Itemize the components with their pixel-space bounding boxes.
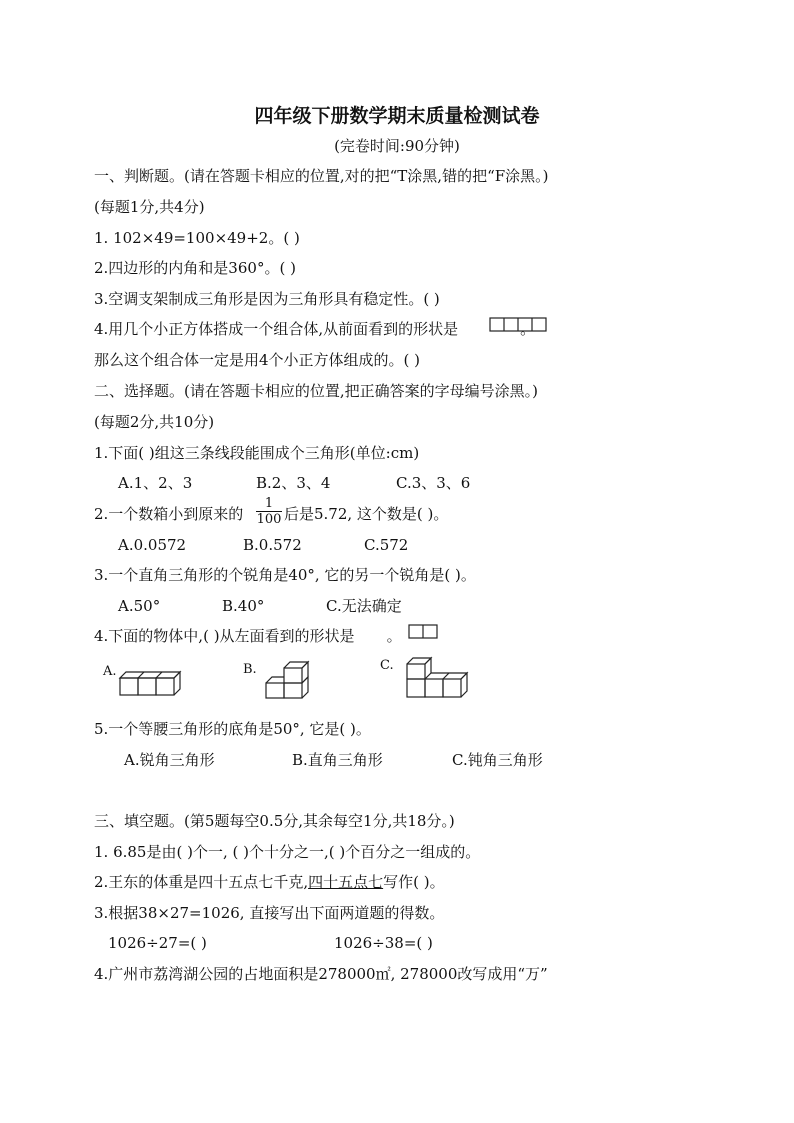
section1-q2: 2.四边形的内角和是360°。( ) <box>94 259 296 277</box>
section3-q2 <box>94 872 445 892</box>
section2-q5-option-a: A.锐角三角形 <box>124 751 215 769</box>
cube-row-three-icon <box>119 670 179 698</box>
section1-q4-line2: 那么这个组合体一定是用4个小正方体组成的。( ) <box>94 351 421 369</box>
section2-q1-option-a: A.1、2、3 <box>118 474 193 492</box>
section1-points: (每题1分,共4分) <box>94 198 205 216</box>
section2-points: (每题2分,共10分) <box>94 413 215 431</box>
fraction-denominator: 100 <box>256 512 282 527</box>
section2-q4-option-b: B. <box>243 662 257 677</box>
section2-q5: 5.一个等腰三角形的底角是50°, 它是( )。 <box>94 720 371 738</box>
section2-q2-after: 后是5.72, 这个数是( )。 <box>284 505 449 523</box>
section2-q4-option-c: C. <box>380 658 394 673</box>
section1-q4-text: 4.用几个小正方体搭成一个组合体,从前面看到的形状是 <box>94 320 459 338</box>
section3-heading: 三、填空题。(第5题每空0.5分,其余每空1分,共18分。) <box>94 812 455 830</box>
section2-q3-option-a: A.50° <box>118 597 161 615</box>
section3-q3-b: 1026÷38=( ) <box>334 934 433 952</box>
section2-q1: 1.下面( )组这三条线段能围成个三角形(单位:cm) <box>94 444 420 462</box>
four-squares-front-view-icon <box>489 317 551 333</box>
section1-heading: 一、判断题。(请在答题卡相应的位置,对的把“T涂黑,错的把“F涂黑。) <box>94 167 549 185</box>
section2-q4 <box>94 626 402 646</box>
section1-q3: 3.空调支架制成三角形是因为三角形具有稳定性。( ) <box>94 290 440 308</box>
section3-q1: 1. 6.85是由( )个一, ( )个十分之一,( )个百分之一组成的。 <box>94 843 481 861</box>
two-squares-left-view-icon <box>408 624 440 640</box>
section3-q2-before: 2.王东的体重是四十五点七千克, <box>94 873 309 891</box>
page-title: 四年级下册数学期末质量检测试卷 <box>254 105 540 127</box>
fraction-one-hundredth <box>256 496 282 527</box>
section2-q2-option-c: C.572 <box>364 536 409 554</box>
section2-q3-option-b: B.40° <box>222 597 265 615</box>
cube-stack-tower-icon <box>405 656 465 702</box>
fraction-numerator: 1 <box>256 496 282 512</box>
cube-stack-l-shape-icon <box>264 660 314 700</box>
section1-q4-line1 <box>94 319 535 339</box>
section2-q1-option-b: B.2、3、4 <box>256 474 331 492</box>
section3-q4: 4.广州市荔湾湖公园的占地面积是278000㎡, 278000改写成用“万” <box>94 965 548 983</box>
section3-q2-after: 写作( )。 <box>383 873 445 891</box>
section2-q4-option-a: A. <box>103 664 117 679</box>
section1-q4-period: 。 <box>520 320 536 338</box>
section3-q3-a: 1026÷27=( ) <box>108 934 207 952</box>
section2-q2-before: 2.一个数箱小到原来的 <box>94 505 244 523</box>
section1-q1: 1. 102×49=100×49+2。( ) <box>94 229 300 247</box>
section3-q2-underlined: 四十五点七 <box>308 873 384 891</box>
section2-q4-period: 。 <box>386 627 402 645</box>
section2-heading: 二、选择题。(请在答题卡相应的位置,把正确答案的字母编号涂黑。) <box>94 382 538 400</box>
section2-q3-option-c: C.无法确定 <box>326 597 402 615</box>
section3-q3: 3.根据38×27=1026, 直接写出下面两道题的得数。 <box>94 904 445 922</box>
section2-q5-option-c: C.钝角三角形 <box>452 751 543 769</box>
section2-q3: 3.一个直角三角形的个锐角是40°, 它的另一个锐角是( )。 <box>94 566 476 584</box>
section2-q2-option-a: A.0.0572 <box>118 536 187 554</box>
section2-q5-option-b: B.直角三角形 <box>292 751 383 769</box>
page-subtitle: (完卷时间:90分钟) <box>334 137 460 155</box>
section2-q4-text: 4.下面的物体中,( )从左面看到的形状是 <box>94 627 355 645</box>
section2-q1-option-c: C.3、3、6 <box>396 474 471 492</box>
section2-q2-option-b: B.0.572 <box>243 536 302 554</box>
